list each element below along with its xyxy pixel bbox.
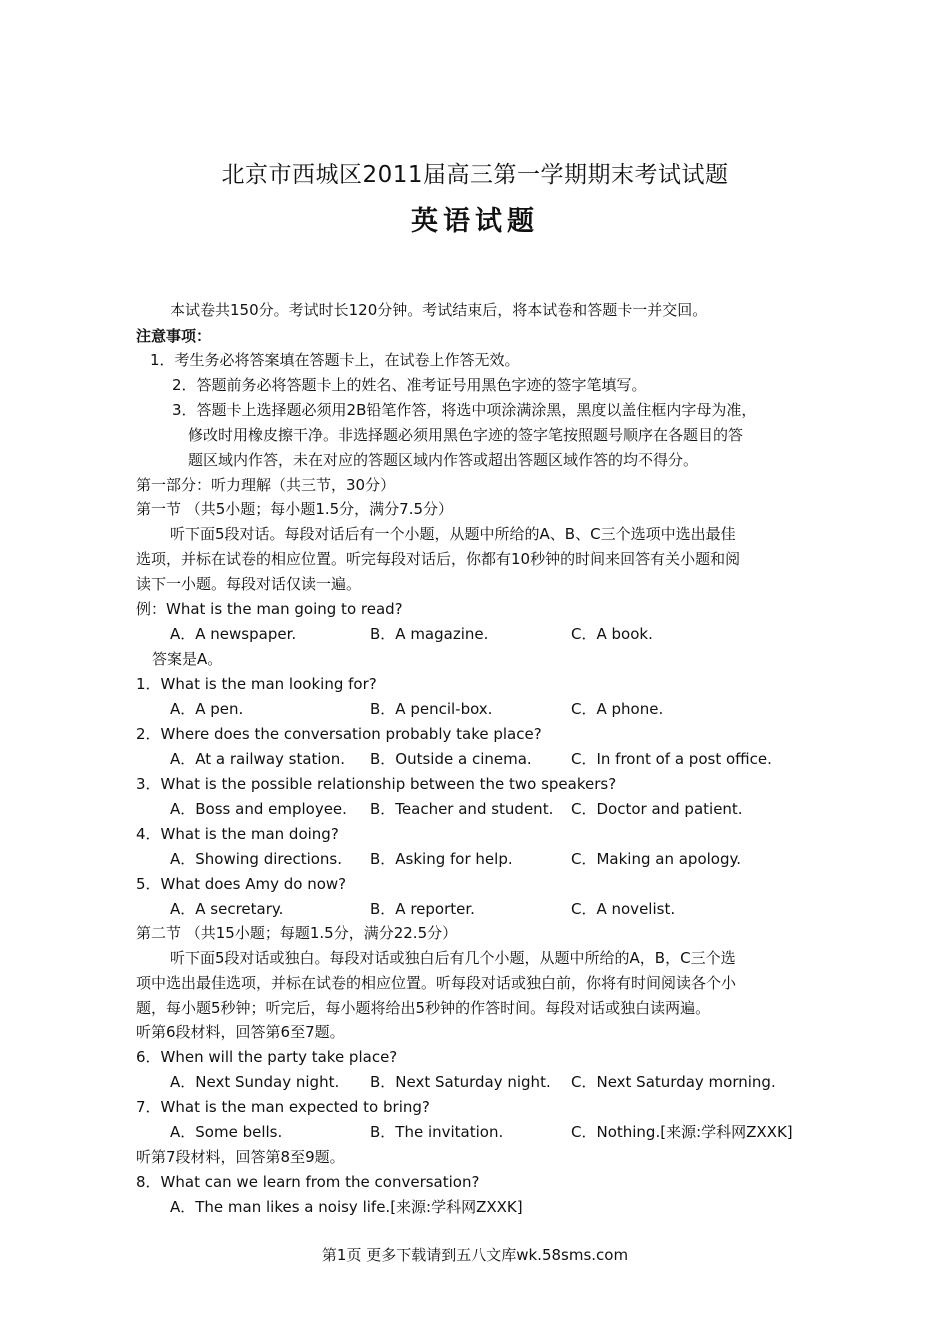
option-a: A．A pen. [170,700,244,718]
subject-title: 英语试题 [411,206,539,237]
intro-line: 本试卷共150分。考试时长120分钟。考试结束后，将本试卷和答题卡一并交回。 [170,301,708,319]
option-c: C．Doctor and patient. [571,800,743,818]
section-heading: 第一节 （共5小题；每小题1.5分，满分7.5分） [136,500,454,518]
group-heading: 听第6段材料，回答第6至7题。 [136,1023,345,1041]
instruction-line: 读下一小题。每段对话仅读一遍。 [136,575,362,593]
question: 7．What is the man expected to bring? [136,1098,430,1116]
instruction-line: 项中选出最佳选项，并标在试卷的相应位置。听每段对话或独白前，你将有时间阅读各个小 [136,974,737,992]
question: 6．When will the party take place? [136,1048,398,1066]
option-b: B．A magazine. [370,625,489,643]
instruction-line: 题，每小题5秒钟；听完后，每小题将给出5秒钟的作答时间。每段对话或独白读两遍。 [136,999,711,1017]
option-b: B．A pencil-box. [370,700,493,718]
notice-heading: 注意事项： [136,327,212,345]
option-a: A．Showing directions. [170,850,343,868]
instruction-line: 听下面5段对话或独白。每段对话或独白后有几个小题，从题中所给的A，B，C三个选 [170,949,736,967]
exam-title: 北京市西城区2011届高三第一学期期末考试试题 [221,162,729,188]
option-b: B．Asking for help. [370,850,513,868]
option-b: B．Next Saturday night. [370,1073,551,1091]
option-c: C．Making an apology. [571,850,741,868]
instruction-line: 选项，并标在试卷的相应位置。听完每段对话后，你都有10秒钟的时间来回答有关小题和阅 [136,550,741,568]
question: 8．What can we learn from the conversation? [136,1173,480,1191]
instruction-line: 听下面5段对话。每段对话后有一个小题，从题中所给的A、B、C三个选项中选出最佳 [170,525,736,543]
page-footer: 第1页 更多下载请到五八文库wk.58sms.com [321,1246,629,1264]
option-c: C．A novelist. [571,900,676,918]
option-a: A．At a railway station. [170,750,346,768]
option-a: A．A secretary. [170,900,284,918]
question: 3．What is the possible relationship between the two speakers? [136,775,617,793]
option-b: B．Teacher and student. [370,800,554,818]
option-b: B．Outside a cinema. [370,750,532,768]
option-a: A．A newspaper. [170,625,297,643]
question: 2．Where does the conversation probably take place? [136,725,542,743]
option-a: A．Boss and employee. [170,800,347,818]
example-question: 例：What is the man going to read? [136,600,403,618]
notice-item: 修改时用橡皮擦干净。非选择题必须用黑色字迹的签字笔按照题号顺序在各题目的答 [188,426,744,444]
section-heading: 第二节 （共15小题；每题1.5分，满分22.5分） [136,924,458,942]
question: 4．What is the man doing? [136,825,339,843]
question: 1．What is the man looking for? [136,675,377,693]
option-b: B．A reporter. [370,900,475,918]
option-a: A．Next Sunday night. [170,1073,340,1091]
option-c: C．A book. [571,625,653,643]
option-b: B．The invitation. [370,1123,504,1141]
notice-item: 题区域内作答，未在对应的答题区域内作答或超出答题区域作答的均不得分。 [188,451,699,469]
notice-item: 3．答题卡上选择题必须用2B铅笔作答，将选中项涂满涂黑，黑度以盖住框内字母为准， [172,401,757,419]
option-c: C．A phone. [571,700,664,718]
example-answer: 答案是A。 [152,650,223,668]
option-a: A．The man likes a noisy life.[来源:学科网ZXXK] [170,1198,523,1216]
notice-item: 2．答题前务必将答题卡上的姓名、准考证号用黑色字迹的签字笔填写。 [172,376,647,394]
option-a: A．Some bells. [170,1123,283,1141]
option-c: C．Nothing.[来源:学科网ZXXK] [571,1123,793,1141]
question: 5．What does Amy do now? [136,875,347,893]
option-c: C．In front of a post office. [571,750,772,768]
group-heading: 听第7段材料，回答第8至9题。 [136,1148,345,1166]
option-c: C．Next Saturday morning. [571,1073,776,1091]
notice-item: 1．考生务必将答案填在答题卡上，在试卷上作答无效。 [150,351,520,369]
part-heading: 第一部分：听力理解（共三节，30分） [136,476,396,494]
